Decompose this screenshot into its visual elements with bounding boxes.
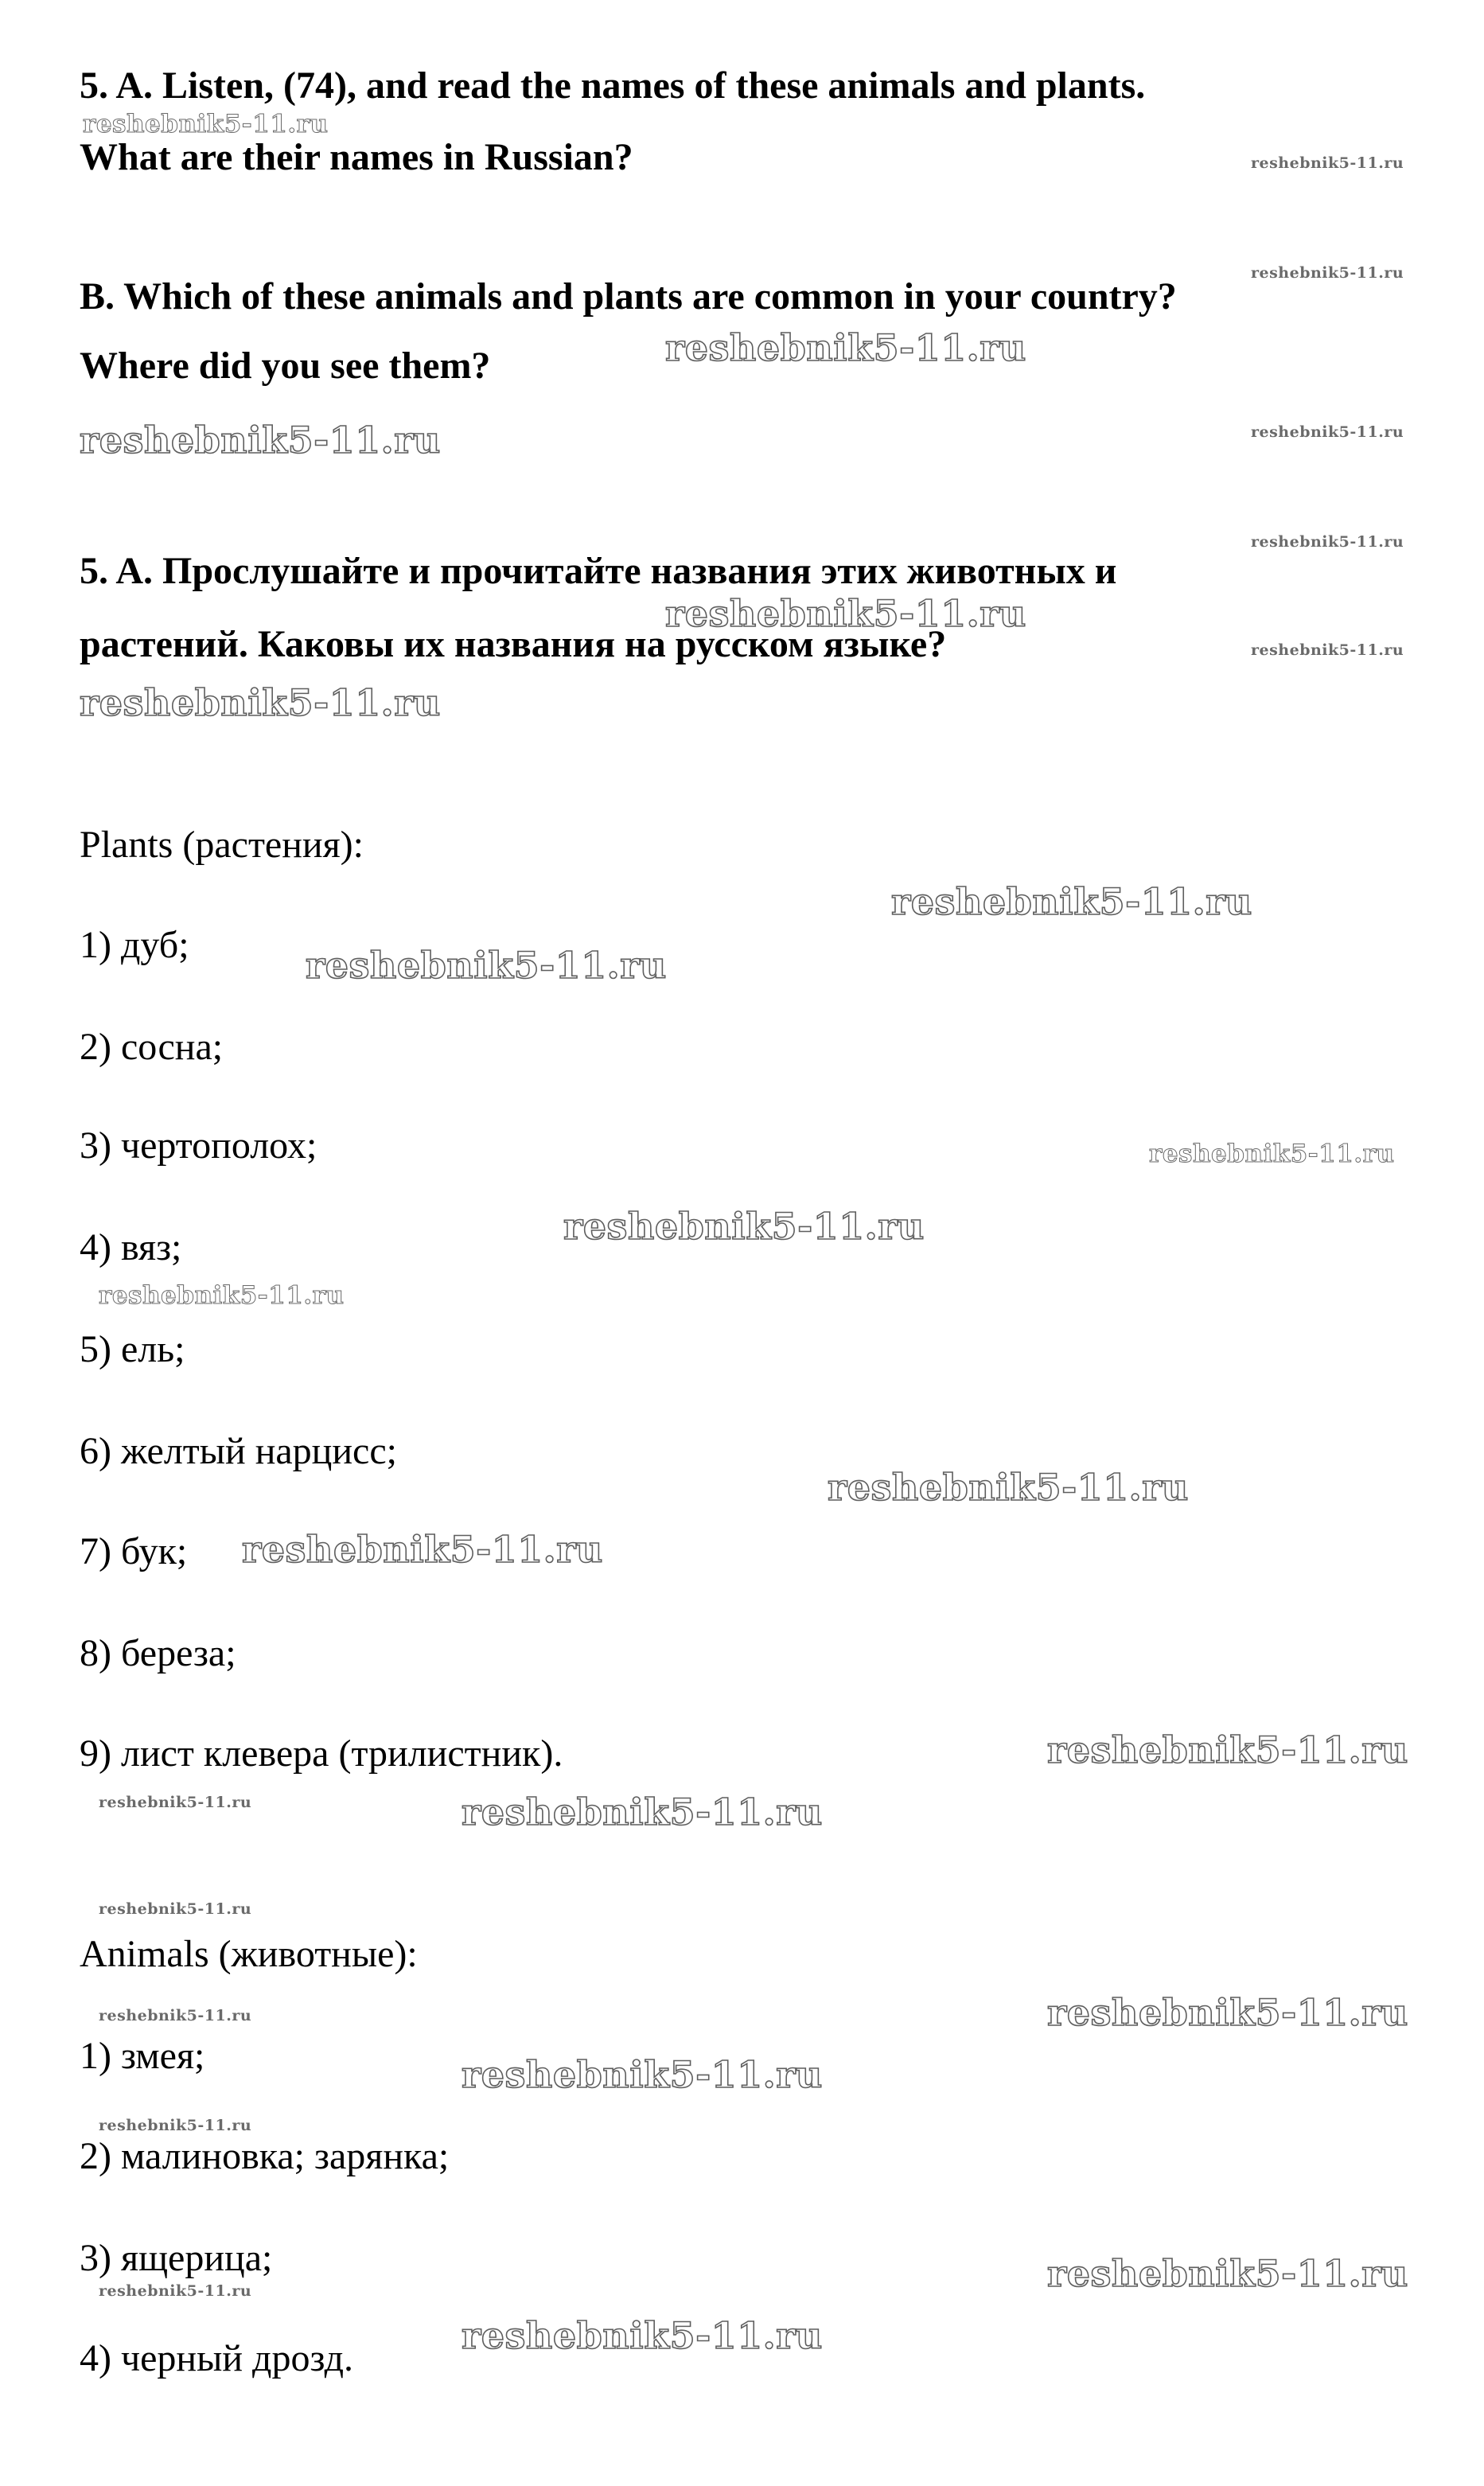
watermark: reshebnik5-11.ru xyxy=(99,1794,252,1811)
watermark: reshebnik5-11.ru xyxy=(462,1790,823,1833)
watermark: reshebnik5-11.ru xyxy=(242,1528,603,1571)
watermark: reshebnik5-11.ru xyxy=(563,1205,925,1248)
watermark: reshebnik5-11.ru xyxy=(891,880,1252,923)
watermark: reshebnik5-11.ru xyxy=(1149,1140,1395,1168)
watermark: reshebnik5-11.ru xyxy=(1047,1728,1408,1771)
watermark: reshebnik5-11.ru xyxy=(80,419,441,462)
watermark: reshebnik5-11.ru xyxy=(665,326,1026,369)
watermark: reshebnik5-11.ru xyxy=(665,592,1026,635)
plant-item: 7) бук; xyxy=(80,1530,188,1572)
plant-item: 6) желтый нарцисс; xyxy=(80,1430,397,1472)
plant-item: 1) дуб; xyxy=(80,924,189,966)
animal-item: 2) малиновка; зарянка; xyxy=(80,2135,450,2177)
watermark: reshebnik5-11.ru xyxy=(99,1281,345,1310)
watermark: reshebnik5-11.ru xyxy=(99,2007,252,2024)
watermark: reshebnik5-11.ru xyxy=(306,944,667,987)
watermark: reshebnik5-11.ru xyxy=(99,2117,252,2134)
plant-item: 4) вяз; xyxy=(80,1226,182,1268)
watermark: reshebnik5-11.ru xyxy=(1047,1991,1408,2034)
plant-item: 5) ель; xyxy=(80,1328,185,1370)
task-a-line-1: 5. A. Listen, (74), and read the names of these animals and plants. xyxy=(80,64,1146,107)
watermark: reshebnik5-11.ru xyxy=(99,1900,252,1918)
task-ru-line-2: растений. Каковы их названия на русском языке? xyxy=(80,623,947,665)
task-b-line-1: B. Which of these animals and plants are common in your country? xyxy=(80,275,1177,318)
watermark: reshebnik5-11.ru xyxy=(462,2314,823,2357)
plant-item: 9) лист клевера (трилистник). xyxy=(80,1732,563,1775)
animal-item: 1) змея; xyxy=(80,2035,205,2077)
task-a-line-2: What are their names in Russian? xyxy=(80,136,633,178)
watermark: reshebnik5-11.ru xyxy=(828,1466,1189,1509)
plants-heading: Plants (растения): xyxy=(80,824,364,866)
watermark: reshebnik5-11.ru xyxy=(80,681,441,724)
task-b-line-2: Where did you see them? xyxy=(80,345,491,387)
animals-heading: Animals (животные): xyxy=(80,1933,418,1975)
watermark: reshebnik5-11.ru xyxy=(99,2282,252,2300)
animal-item: 4) черный дрозд. xyxy=(80,2337,353,2379)
watermark: reshebnik5-11.ru xyxy=(1251,264,1404,282)
plant-item: 2) сосна; xyxy=(80,1026,224,1068)
watermark: reshebnik5-11.ru xyxy=(1251,641,1404,659)
watermark: reshebnik5-11.ru xyxy=(1047,2252,1408,2295)
plant-item: 8) береза; xyxy=(80,1632,236,1674)
task-ru-line-1: 5. A. Прослушайте и прочитайте названия этих животных и xyxy=(80,550,1117,592)
animal-item: 3) ящерица; xyxy=(80,2237,273,2279)
watermark: reshebnik5-11.ru xyxy=(1251,154,1404,172)
plant-item: 3) чертополох; xyxy=(80,1124,317,1167)
watermark: reshebnik5-11.ru xyxy=(1251,423,1404,441)
watermark: reshebnik5-11.ru xyxy=(462,2053,823,2096)
watermark: reshebnik5-11.ru xyxy=(83,110,329,138)
watermark: reshebnik5-11.ru xyxy=(1251,533,1404,551)
